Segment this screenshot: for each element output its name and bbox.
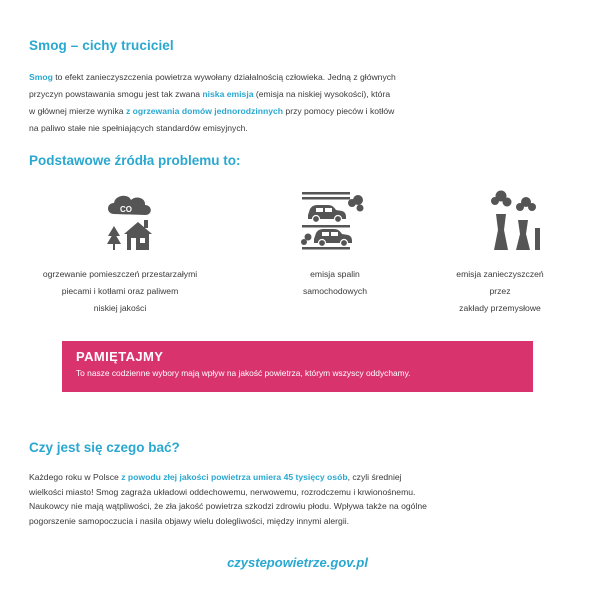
caption-line: emisja spalin	[310, 269, 360, 279]
sources-heading: Podstawowe źródła problemu to:	[29, 153, 241, 168]
intro-text: przy pomocy pieców i kotłów	[283, 106, 395, 116]
risk-highlight: z powodu złej jakości powietrza umiera 45 tysięcy osób	[121, 472, 348, 482]
factory-chimney-icon	[490, 190, 548, 252]
banner-text: To nasze codzienne wybory mają wpływ na jakość powietrza, którym wszyscy oddychamy.	[76, 368, 411, 378]
caption-line: emisja zanieczyszczeń	[456, 269, 544, 279]
footer-website-link[interactable]: czystepowietrze.gov.pl	[227, 555, 368, 570]
caption-line: ogrzewanie pomieszczeń przestarzałymi	[42, 269, 198, 279]
intro-text: to efekt zanieczyszczenia powietrza wywołany działalnością człowieka. Jedną z głównych	[52, 72, 396, 82]
risk-text: pogorszenie samopoczucia i nasila objawy wielu dolegliwości, między innymi alergii.	[29, 515, 350, 526]
risk-text: Każdego roku w Polsce	[29, 472, 122, 482]
banner-title: PAMIĘTAJMY	[76, 349, 164, 364]
source-caption-heating	[20, 266, 220, 317]
risk-text: wielkości miasto! Smog zagraża układowi oddechowemu, nerwowemu, rozrodczemu i krwionośnemu.	[29, 486, 416, 497]
caption-line: niskiej jakości	[93, 303, 147, 313]
risk-text: , czyli średniej	[347, 472, 402, 482]
house-smoke-icon	[100, 190, 160, 252]
intro-paragraph	[29, 69, 489, 137]
risk-heading: Czy jest się czego bać?	[29, 440, 180, 455]
source-caption-cars	[255, 266, 415, 300]
source-caption-industry	[430, 266, 570, 317]
car-exhaust-icon	[300, 189, 366, 251]
intro-term-smog: Smog	[29, 72, 53, 82]
cloud-co-label: CO	[120, 205, 132, 214]
caption-line: przez	[489, 286, 511, 296]
intro-text: przyczyn powstawania smogu jest tak zwana	[29, 89, 203, 99]
intro-term-low-emission: niska emisja	[202, 89, 254, 99]
caption-line: piecami i kotłami oraz paliwem	[61, 286, 179, 296]
caption-line: zakłady przemysłowe	[459, 303, 541, 313]
intro-text: w głównej mierze wynika	[29, 106, 126, 116]
caption-line: samochodowych	[302, 286, 367, 296]
risk-paragraph	[29, 470, 504, 528]
intro-text: na paliwo stałe nie spełniających standardów emisyjnych.	[29, 123, 248, 133]
intro-term-house-heating: z ogrzewania domów jednorodzinnych	[125, 106, 284, 116]
main-heading: Smog – cichy truciciel	[29, 38, 174, 53]
intro-text: (emisja na niskiej wysokości), która	[253, 89, 391, 99]
risk-text: Naukowcy nie mają wątpliwości, że zła jakość powietrza szkodzi zdrowiu płodu. Wpływa także na ogólne	[29, 501, 427, 511]
